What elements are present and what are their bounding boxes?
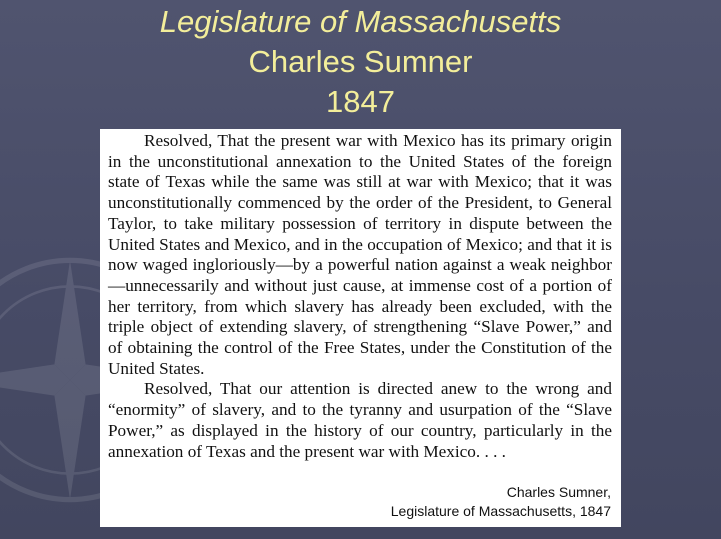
title-legislature: Legislature of Massachusetts [159,4,562,39]
attribution-author: Charles Sumner, [506,484,611,500]
attribution-body: Legislature of Massachusetts, 1847 [390,503,611,519]
resolution-paragraph-1: Resolved, That the present war with Mexico has its primary origin in the unconstitutional annexation to the United States of the foreign state of Texas while the same was still at war with Mexico; that it was unconstitutionally commenced by the order of the President, to General Taylor, to take military possession of territory in dispute between the United States and Mexico, and in the occupation of Mexico; and that it is now waged ingloriously—by a powerful nation against a weak neighbor—unnecessarily and without just cause, at immense cost of a portion of her territory, from which slavery has already been excluded, with the triple object of extending slavery, of strengthening “Slave Power,” and of obtaining the control of the Free States, under the Constitution of the United States. [108,131,612,378]
title-year: 1847 [326,84,395,119]
title-author: Charles Sumner [248,44,473,79]
slide-title [0,2,721,122]
attribution [391,483,611,521]
resolution-paragraph-2: Resolved, That our attention is directed anew to the wrong and “enormity” of slavery, and to the tyranny and usurpation of the “Slave Power,” as displayed in the history of our country, particularly in the annexation of Texas and the present war with Mexico. . . . [108,379,612,461]
document-excerpt [100,129,621,527]
